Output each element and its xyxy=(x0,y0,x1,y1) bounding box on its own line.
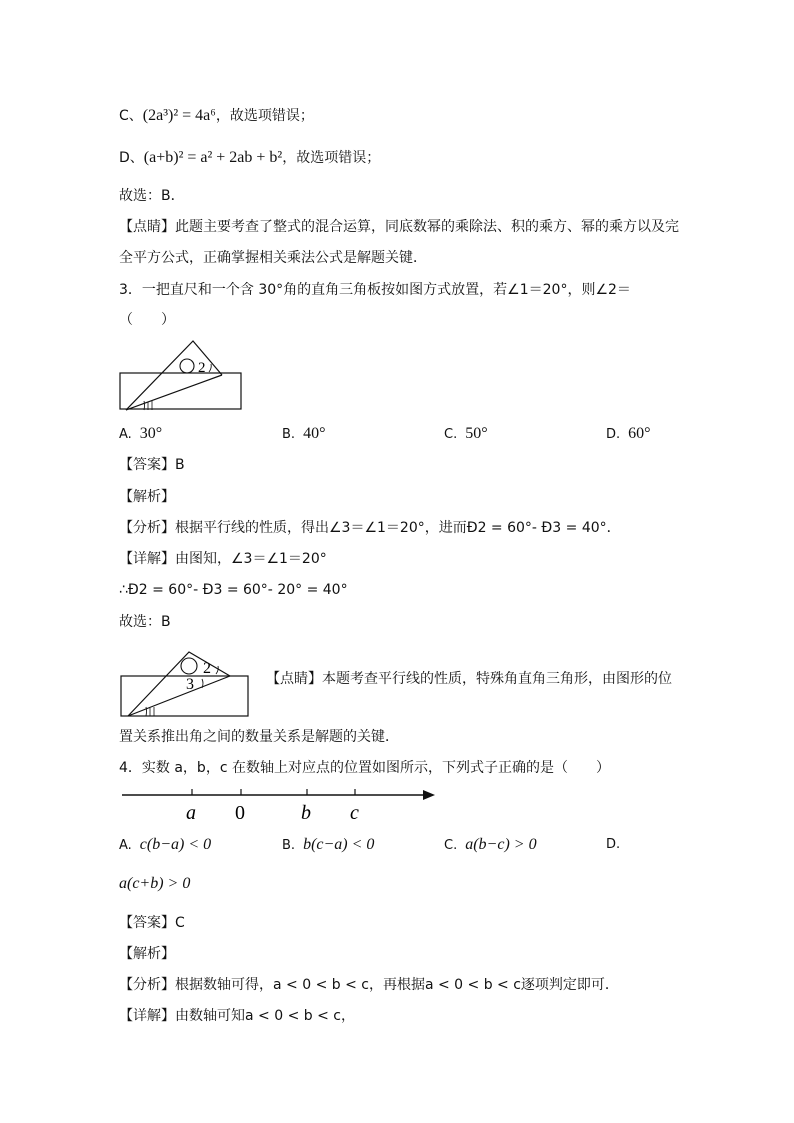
q3-stem: 3．一把直尺和一个含 30°角的直角三角板按如图方式放置，若∠1＝20°，则∠2＝ xyxy=(119,282,631,298)
q4-option-a[interactable]: A. c(b−a) < 0 xyxy=(119,836,212,853)
q3-analysis-heading: 【解析】 xyxy=(119,489,175,505)
q2-remark-line2: 全平方公式，正确掌握相关乘法公式是解题关键． xyxy=(119,250,427,266)
q4-option-c[interactable]: C. a(b−c) > 0 xyxy=(444,836,537,853)
q3-solution-figure xyxy=(118,650,258,718)
q2-choice: 故选：B． xyxy=(119,188,185,204)
q3-option-b[interactable]: B. 40° xyxy=(282,425,326,442)
q4-option-b[interactable]: B. b(c−a) < 0 xyxy=(282,836,375,853)
q3-option-c[interactable]: C. 50° xyxy=(444,425,488,442)
q4-analysis-heading: 【解析】 xyxy=(119,946,175,962)
svg-text:2: 2 xyxy=(203,660,211,677)
formula-c: (2a³)² = 4a⁶ xyxy=(142,107,216,124)
axis-label-c: c xyxy=(350,802,359,824)
q3-option-d[interactable]: D. 60° xyxy=(606,425,651,442)
q3-analysis-fenxi: 【分析】根据平行线的性质，得出∠3＝∠1＝20°，进而Ð2 = 60°- Ð3 = 40°． xyxy=(119,520,621,536)
axis-label-a: a xyxy=(186,802,196,824)
q3-choice: 故选：B xyxy=(119,614,171,630)
q3-analysis-detail: 【详解】由图知，∠3＝∠1＝20° xyxy=(119,551,327,567)
q4-answer: 【答案】C xyxy=(119,915,185,931)
q4-analysis-detail: 【详解】由数轴可知a < 0 < b < c， xyxy=(119,1008,355,1024)
svg-text:3: 3 xyxy=(186,676,194,693)
q3-remark-line1: 【点睛】本题考查平行线的性质，特殊角直角三角形，由图形的位 xyxy=(266,671,672,687)
q4-stem: 4．实数 a，b，c 在数轴上对应点的位置如图所示，下列式子正确的是（ ） xyxy=(119,760,610,776)
q4-analysis-fenxi: 【分析】根据数轴可得，a < 0 < b < c，再根据a < 0 < b < c逐项判定即可． xyxy=(119,977,619,993)
q2-remark-line1: 【点睛】此题主要考查了整式的混合运算，同底数幂的乘除法、积的乘方、幂的乘方以及完 xyxy=(119,219,679,235)
q4-option-d-value[interactable]: a(c+b) > 0 xyxy=(119,875,191,892)
q4-option-d-key[interactable]: D. xyxy=(606,837,621,852)
line-option-d: D、(a+b)² = a² + 2ab + b²，故选项错误； xyxy=(119,149,381,166)
q3-ruler-triangle-figure xyxy=(118,338,244,412)
q3-option-a[interactable]: A. 30° xyxy=(119,425,163,442)
q3-blank: （ ） xyxy=(119,312,175,328)
line-option-c: C、(2a³)² = 4a⁶，故选项错误； xyxy=(119,107,314,124)
q3-therefore: ∴Ð2 = 60°- Ð3 = 60°- 20° = 40° xyxy=(119,582,348,598)
svg-text:2: 2 xyxy=(198,360,206,376)
q3-remark-line2: 置关系推出角之间的数量关系是解题的关键． xyxy=(119,729,399,745)
q4-number-line xyxy=(118,783,440,825)
axis-label-0: 0 xyxy=(235,802,245,824)
axis-label-b: b xyxy=(301,802,311,824)
formula-d: (a+b)² = a² + 2ab + b² xyxy=(143,149,283,166)
q3-answer: 【答案】B xyxy=(119,457,185,473)
